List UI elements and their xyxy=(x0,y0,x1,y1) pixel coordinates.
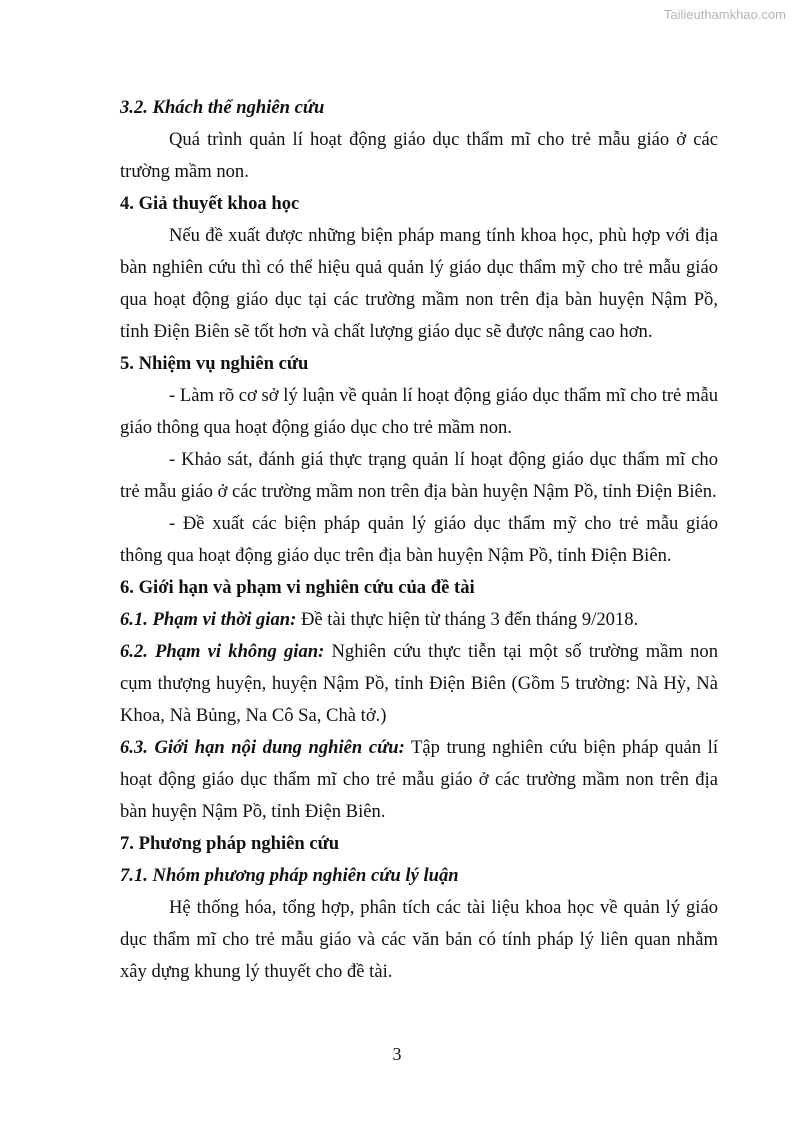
text-6-3: Tập trung nghiên cứu biện pháp quản lí hoạt động giáo dục thẩm mĩ cho trẻ mẫu giáo ở các trường mầm non trên địa bàn huyện Nậm Pồ, tỉnh Điện Biên. xyxy=(120,737,718,822)
heading-7: 7. Phương pháp nghiên cứu xyxy=(120,833,340,854)
heading-3-2: 3.2. Khách thể nghiên cứu xyxy=(120,97,325,118)
heading-4: 4. Giả thuyết khoa học xyxy=(120,193,300,214)
heading-5: 5. Nhiệm vụ nghiên cứu xyxy=(120,353,309,374)
task-item-3: - Đề xuất các biện pháp quản lý giáo dục thẩm mỹ cho trẻ mẫu giáo thông qua hoạt động giáo dục trên địa bàn huyện Nậm Pồ, tỉnh Điện Biên. xyxy=(120,513,718,566)
paragraph-4: Nếu đề xuất được những biện pháp mang tính khoa học, phù hợp với địa bàn nghiên cứu thì có thể hiệu quả quản lý giáo dục thẩm mỹ cho trẻ mẫu giáo qua hoạt động giáo dục tại các trường mầm non trên địa bàn huyện Nậm Pồ, tỉnh Điện Biên sẽ tốt hơn và chất lượng giáo dục sẽ được nâng cao hơn. xyxy=(120,225,718,342)
paragraph-6-3 xyxy=(120,732,718,828)
paragraph-6-2 xyxy=(120,636,718,732)
watermark: Tailieuthamkhao.com xyxy=(663,7,786,22)
text-6-1: Đề tài thực hiện từ tháng 3 đến tháng 9/2018. xyxy=(296,609,639,630)
heading-6: 6. Giới hạn và phạm vi nghiên cứu của đề tài xyxy=(120,577,475,598)
label-6-3: 6.3. Giới hạn nội dung nghiên cứu: xyxy=(120,737,405,758)
paragraph-7-1: Hệ thống hóa, tổng hợp, phân tích các tài liệu khoa học về quản lý giáo dục thẩm mĩ cho trẻ mẫu giáo và các văn bản có tính pháp lý liên quan nhằm xây dựng khung lý thuyết cho đề tài. xyxy=(120,897,718,982)
paragraph-6-1 xyxy=(120,604,718,636)
text-6-2: Nghiên cứu thực tiễn tại một số trường mầm non cụm thượng huyện, huyện Nậm Pồ, tỉnh Điện Biên (Gồm 5 trường: Nà Hỳ, Nà Khoa, Nà Bủng, Na Cô Sa, Chà tở.) xyxy=(120,641,718,726)
label-6-2: 6.2. Phạm vi không gian: xyxy=(120,641,325,662)
heading-7-1: 7.1. Nhóm phương pháp nghiên cứu lý luận xyxy=(120,865,459,886)
page-number: 3 xyxy=(392,1044,402,1064)
document-body xyxy=(120,92,718,988)
task-item-2: - Khảo sát, đánh giá thực trạng quản lí hoạt động giáo dục thẩm mĩ cho trẻ mẫu giáo ở các trường mầm non trên địa bàn huyện Nậm Pồ, tỉnh Điện Biên. xyxy=(120,449,718,502)
label-6-1: 6.1. Phạm vi thời gian: xyxy=(120,609,297,630)
task-item-1: - Làm rõ cơ sở lý luận về quản lí hoạt động giáo dục thẩm mĩ cho trẻ mẫu giáo thông qua hoạt động giáo dục cho trẻ mầm non. xyxy=(120,385,718,438)
paragraph-3-2: Quá trình quản lí hoạt động giáo dục thẩm mĩ cho trẻ mẫu giáo ở các trường mầm non. xyxy=(120,129,718,182)
